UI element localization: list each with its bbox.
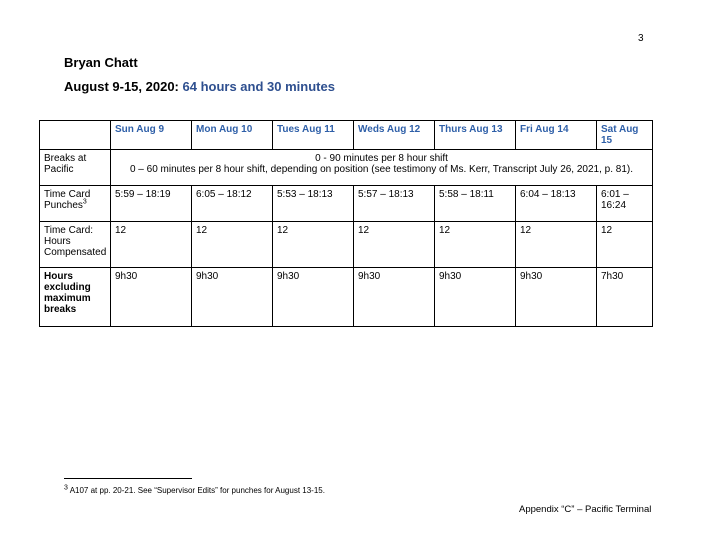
table-cell: 6:04 – 18:13 xyxy=(516,186,597,222)
breaks-note-line1: 0 - 90 minutes per 8 hour shift xyxy=(315,153,448,164)
table-cell: 12 xyxy=(435,222,516,268)
period-heading xyxy=(64,79,335,94)
column-header: Tues Aug 11 xyxy=(273,121,354,150)
table-cell: 5:57 – 18:13 xyxy=(354,186,435,222)
table-cell: 5:59 – 18:19 xyxy=(111,186,192,222)
table-cell: 12 xyxy=(192,222,273,268)
table-cell: 9h30 xyxy=(192,268,273,327)
page-number: 3 xyxy=(638,33,644,44)
punches-label-text: Time Card Punches xyxy=(44,189,91,211)
table-cell: 9h30 xyxy=(516,268,597,327)
page-footer: Appendix “C” – Pacific Terminal xyxy=(519,504,652,515)
breaks-note-line2: 0 – 60 minutes per 8 hour shift, depending on position (see testimony of Ms. Kerr, Transcript July 26, 2021, p. 81). xyxy=(129,164,634,175)
footnote-number: 3 xyxy=(64,484,68,492)
table-cell: 12 xyxy=(354,222,435,268)
table-cell: 12 xyxy=(111,222,192,268)
table-cell: 5:58 – 18:11 xyxy=(435,186,516,222)
table-cell: 12 xyxy=(516,222,597,268)
footnote xyxy=(64,486,325,495)
row-label-breaks: Breaks at Pacific xyxy=(40,150,111,186)
footnote-reference: 3 xyxy=(82,198,87,206)
table-row-breaks xyxy=(40,150,653,186)
table-cell: 9h30 xyxy=(273,268,354,327)
column-header: Weds Aug 12 xyxy=(354,121,435,150)
table-cell: 6:01 – 16:24 xyxy=(597,186,653,222)
table-cell: 6:05 – 18:12 xyxy=(192,186,273,222)
column-header: Mon Aug 10 xyxy=(192,121,273,150)
table-row-punches xyxy=(40,186,653,222)
row-label-punches xyxy=(40,186,111,222)
column-header: Fri Aug 14 xyxy=(516,121,597,150)
table-cell: 5:53 – 18:13 xyxy=(273,186,354,222)
table-header-row xyxy=(40,121,653,150)
employee-name: Bryan Chatt xyxy=(64,55,138,70)
table-cell: 9h30 xyxy=(354,268,435,327)
row-label-compensated: Time Card: Hours Compensated xyxy=(40,222,111,268)
table-cell: 12 xyxy=(597,222,653,268)
hours-table xyxy=(39,120,653,327)
footnote-divider xyxy=(64,478,192,479)
table-row-excluding-breaks xyxy=(40,268,653,327)
table-cell: 7h30 xyxy=(597,268,653,327)
header-blank-cell xyxy=(40,121,111,150)
row-label-excluding: Hours excluding maximum breaks xyxy=(40,268,111,327)
breaks-note xyxy=(111,150,653,186)
table-cell: 12 xyxy=(273,222,354,268)
table-cell: 9h30 xyxy=(111,268,192,327)
table-row-compensated xyxy=(40,222,653,268)
period-label: August 9-15, 2020: xyxy=(64,79,183,94)
period-hours: 64 hours and 30 minutes xyxy=(182,79,335,94)
footnote-text: A107 at pp. 20-21. See “Supervisor Edits” for punches for August 13-15. xyxy=(67,486,325,495)
column-header: Sun Aug 9 xyxy=(111,121,192,150)
table-cell: 9h30 xyxy=(435,268,516,327)
column-header: Sat Aug 15 xyxy=(597,121,653,150)
column-header: Thurs Aug 13 xyxy=(435,121,516,150)
